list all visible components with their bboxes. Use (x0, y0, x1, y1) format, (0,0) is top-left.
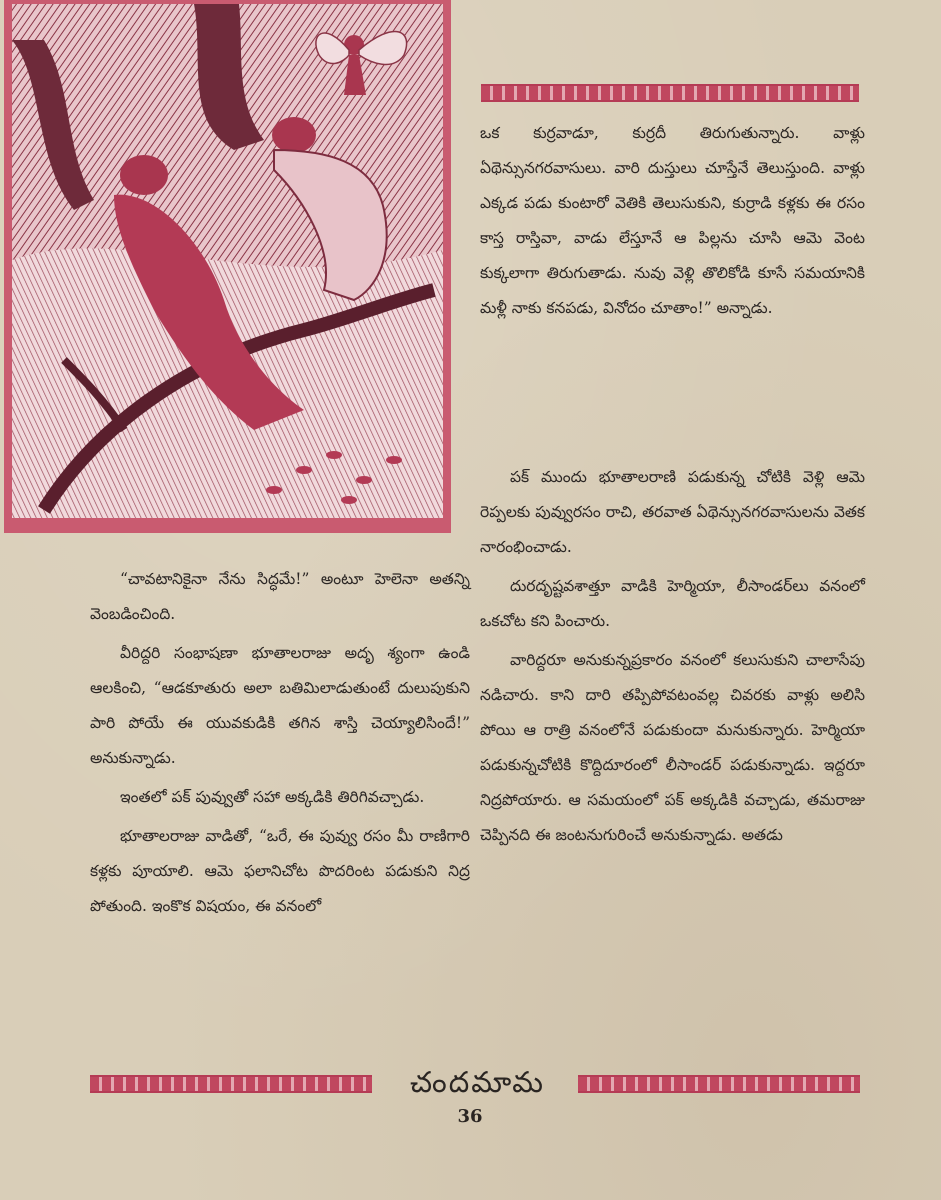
paragraph: ఒక కుర్రవాడూ, కుర్రదీ తిరుగుతున్నారు. వాళ్లు ఏథెన్సునగరవాసులు. వారి దుస్తులు చూస్తేనే తెలుస్తుంది. వాళ్లు ఎక్కడ పడు కుంటారో వెతికి తెలుసుకుని, కుర్రాడి కళ్లకు ఈ రసం కాస్త రాస్తివా, వాడు లేస్తూనే ఆ పిల్లను చూసి ఆమె వెంట కుక్కలాగా తిరుగుతాడు. నువు వెళ్లి తొలికోడి కూసే సమయానికి మళ్లీ నాకు కనపడు, వినోదం చూతాం!” అన్నాడు. (480, 124, 865, 317)
paragraph: “చావటానికైనా నేను సిద్ధమే!” అంటూ హెలెనా అతన్ని వెంబడించింది. (90, 570, 470, 623)
left-column (90, 562, 470, 928)
decorative-border-top (481, 84, 859, 102)
right-column-top (480, 116, 865, 330)
paragraph: వారిద్దరూ అనుకున్నప్రకారం వనంలో కలుసుకుని చాలాసేపు నడిచారు. కాని దారి తప్పిపోవటంవల్ల చివరకు వాళ్లు అలిసి పోయి ఆ రాత్రి వనంలోనే పడుకుందా మనుకున్నారు. హెర్మియా పడుకున్నచోటికి కొద్దిదూరంలో లీసాండర్ పడుకున్నాడు. ఇద్దరూ నిద్రపోయారు. ఆ సమయంలో పక్ అక్కడికి వచ్చాడు, తమరాజు చెప్పినది ఈ జంటనుగురించే అనుకున్నాడు. అతడు (480, 651, 865, 844)
paragraph: వీరిద్దరి సంభాషణా భూతాలరాజు అదృ శ్యంగా ఉండి ఆలకించి, “ఆడకూతురు అలా బతిమిలాడుతుంటే దులుపుకుని పారి పోయే ఈ యువకుడికి తగిన శాస్తి చెయ్యాలిసిందే!” అనుకున్నాడు. (90, 644, 470, 767)
right-column-bottom (480, 460, 865, 857)
paragraph: పక్ ముందు భూతాలరాణి పడుకున్న చోటికి వెళ్లి ఆమె రెప్పలకు పువ్వురసం రాచి, తరవాత ఏథెన్సునగరవాసులను వెతక నారంభించాడు. (480, 468, 865, 556)
decorative-border-bottom-right (578, 1075, 860, 1093)
forest-scene-illustration (4, 0, 451, 533)
magazine-title: చందమామ (410, 1065, 545, 1099)
paragraph: భూతాలరాజు వాడితో, “ఒరే, ఈ పువ్వు రసం మీ రాణిగారి కళ్లకు పూయాలి. ఆమె ఫలానిచోట పొదరింట పడుకుని నిద్ర పోతుంది. ఇంకొక విషయం, ఈ వనంలో (90, 827, 470, 915)
paragraph: ఇంతలో పక్ పువ్వుతో సహా అక్కడికి తిరిగివచ్చాడు. (120, 788, 425, 806)
decorative-border-bottom-left (90, 1075, 372, 1093)
story-illustration (4, 0, 451, 533)
page-number: 36 (457, 1106, 483, 1127)
paragraph: దురదృష్టవశాత్తూ వాడికి హెర్మియా, లీసాండర్‌లు వనంలో ఒకచోట కని పించారు. (480, 577, 865, 630)
